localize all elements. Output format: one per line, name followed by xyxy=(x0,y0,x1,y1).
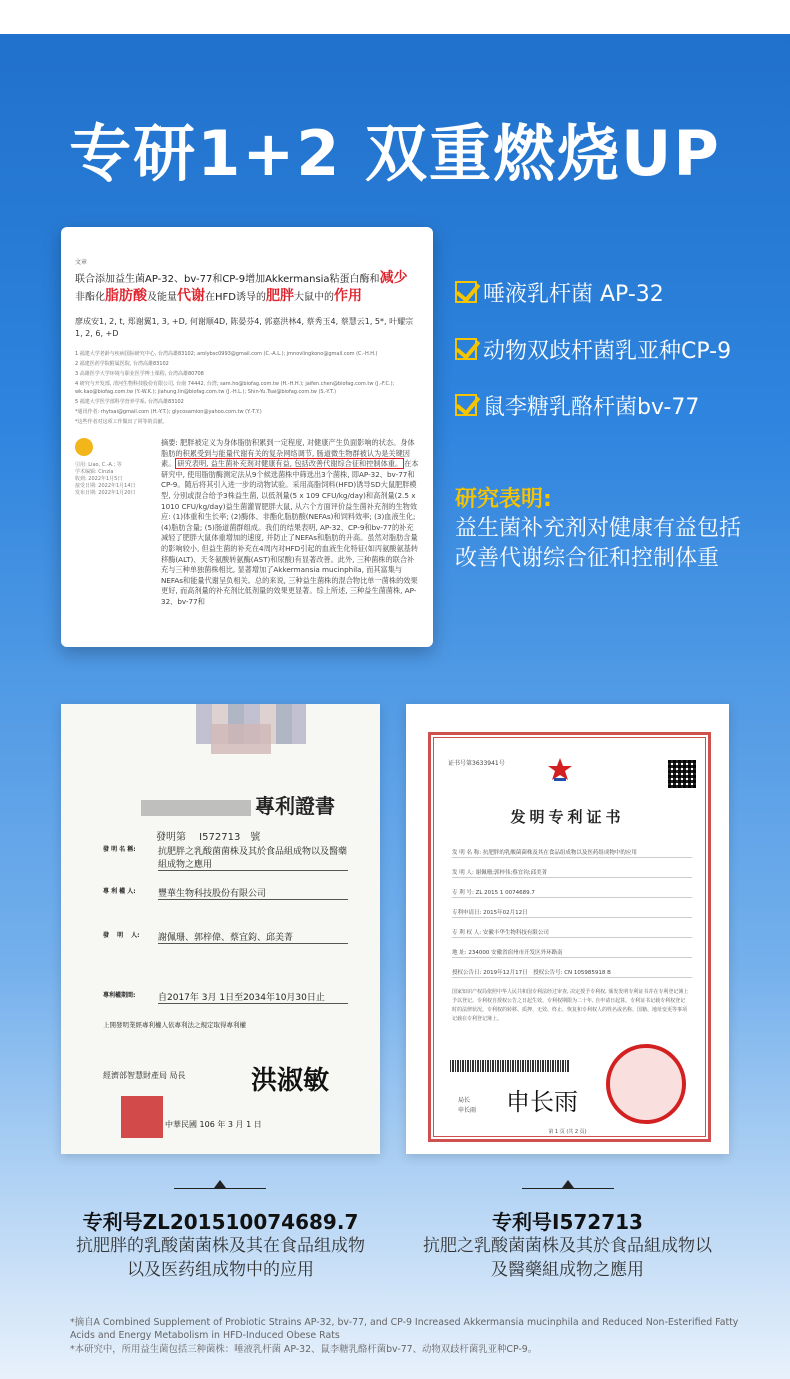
qr-code-icon xyxy=(668,760,696,788)
caption-title-right: 专利号I572713 xyxy=(492,1210,643,1234)
patent-certificate-tw xyxy=(61,704,380,1154)
abstract-highlight: 研究表明, 益生菌补充剂对健康有益, 包括改善代谢综合征和控制体重。 xyxy=(177,459,403,469)
cert-row: 专 利 权 人: 安徽丰华生物科技有限公司 xyxy=(452,928,692,938)
paper-abstract: 摘要: 肥胖被定义为身体脂肪积累到一定程度, 对健康产生负面影响的状态。身体脂肪的积累受到与能量代谢有关的复杂网络调节, 肠道微生物群被认为是关键因素。 研究表明, 益生菌补充剂对健康有益, 包括改善代谢综合征和控制体重。 在本研究中, 使用脂肪酶测定法从9个候选菌株中筛选出3个菌株, 即AP-32、bv-77和CP-9。随后将其引入进一步的动物试验。采用高脂饲料(HFD)诱导SD大鼠肥胖模型, 分别或混合给予3株益生菌, 以低剂量(5 x 109 CFU/kg/day)和高剂量(2.5 x 1010 CFU/kg/day)益生菌灌胃肥胖大鼠, 从六个方面评价益生菌补充剂的生物效应: (1)体重和生长率; (2)酶体、非酯化脂肪酸(NEFAs)和饲料效率; (3)血液生化; (4)脂肪含量; (5)肠道菌群组成。我们的结果表明, AP-32、CP-9和bv-77的补充减轻了肥胖大鼠体重增加的速度, 并防止了NEFAs和脂肪的升高。虽然对脂肪含量的影响较小, 但益生菌的补充在4周内对HFD引起的血液生化特征(如丙氨酸氨基转移酶(ALT)、天冬氨酸转氨酶(AST)和尿酸)有显著改善。此外, 三种菌株的联合补充与三种单独菌株相比, 显著增加了Akkermansia mucinphila, 而其富集与NEFAs和能量代谢呈负相关。总的来说, 三种益生菌株的混合物比单一菌株的效果更好, 而高剂量的补充剂比低剂量的效果更显著。综上所述, 三种益生菌菌株, AP-32、bv-77和 xyxy=(161,438,419,606)
cert-title: 專利證書 xyxy=(141,790,335,819)
caption-title-left: 专利号ZL201510074689.7 xyxy=(82,1210,359,1234)
cert-row: 授权公告日: 2019年12月17日 授权公告号: CN 105985918 B xyxy=(452,968,692,978)
cert-clause: 上開發明業經專利權人依專利法之規定取得專利權 xyxy=(103,1021,246,1029)
footnotes: *摘自A Combined Supplement of Probiotic Strains AP-32, bv-77, and CP-9 Increased Akkermansia mucinphila and Reduced Non-Esterified Fatty Acids and Energy Metabolism in HFD-Induced Obese Rats *本研究中，所用益生菌包括三种菌株：唾液乳杆菌 AP-32、鼠李糖乳酪杆菌bv-77、动物双歧杆菌乳亚种CP-9。 xyxy=(70,1317,739,1355)
seal-stamp xyxy=(121,1096,163,1138)
caption-sub-right: 抗肥之乳酸菌菌株及其於食品組成物以及醫藥組成物之應用 xyxy=(423,1236,712,1280)
cert-row: 专利申请日: 2015年02月12日 xyxy=(452,908,692,918)
barcode-icon xyxy=(450,1060,570,1072)
cert-row: 专 利 号: ZL 2015 1 0074689.7 xyxy=(452,888,692,898)
cert-number: 發明第 I572713 號 xyxy=(156,832,261,843)
cert-row: 地 址: 234000 安徽省宿州市开发区外环路南 xyxy=(452,948,692,958)
paper-affiliations: 1 福建大学老龄与疾病国际研究中心, 台湾高雄83102; arolybsc0993@gmail.com (C.-A.L.); jmnovlingkono@gmail.com (C.-H.H.) 2 福建医药学院附属医院, 台湾高雄83102 3 高雄医学大学环境与职业医学博士课程, 台湾高雄80708 4 研究与开发部, 清河生物科技股份有限公司, 台南 74442, 台湾; sam.ho@biofag.com.tw (H.-H.H.); jaifen.chen@biofag.com.tw (J.-F.C.); wk.kao@biofag.com.tw (Y.-W.K.); jiahung.lin@biofag.com.tw (J.-H.L.); Shin-Yu.Tsai@biofag.com.tw (S.-Y.T.) 5 福建大学医学部科学营养学系, 台湾高雄83102 *通讯作者: rhytsai@gmail.com (H.-Y.T.); glycosamion@yahoo.com.tw (Y.-T.Y.) *这些作者对这项工作做出了同等的贡献。 xyxy=(75,351,395,425)
caption-pointer xyxy=(522,1188,614,1189)
paper-label: 文章 xyxy=(75,259,88,266)
cert-row: 專 利 權 人: 豐華生物科技股份有限公司 xyxy=(103,886,348,900)
headline: 专研1+2 双重燃烧UP xyxy=(69,117,721,190)
cert-row: 發 明 人: 謝佩珊、郭梓偉、蔡宜鈞、邱美菁 xyxy=(103,930,348,944)
patent-emblem-icon xyxy=(546,756,574,784)
bullet-cp9: 动物双歧杆菌乳亚种CP-9 xyxy=(455,334,731,364)
paper-title: 联合添加益生菌AP-32、bv-77和CP-9增加Akkermansia粘蛋白酶和减少 非酯化脂肪酸及能量代谢在HFD诱导的肥胖大鼠中的作用 xyxy=(75,270,408,304)
mosaic-blur xyxy=(211,724,271,754)
paper-side-notes: 引用: Liao, C.-A.; 等 学术编辑: Cinzia 收到: 2022年1月5日 接受日期: 2022年1月14日 发布日期: 2022年1月20日 xyxy=(75,438,161,608)
open-access-icon xyxy=(75,438,93,456)
research-text: 益生菌补充剂对健康有益包括改善代谢综合征和控制体重 xyxy=(455,516,742,571)
cert-signature: 申长雨 xyxy=(506,1088,578,1116)
cert-page: 第 1 页 (共 2 页) xyxy=(548,1129,587,1135)
check-icon xyxy=(455,394,477,416)
cert-title: 发明专利证书 xyxy=(510,808,625,826)
paper-card xyxy=(61,227,433,647)
check-icon xyxy=(455,281,477,303)
cert-sign-label: 局长 申长雨 xyxy=(458,1097,477,1114)
cert-date: 中華民國 106 年 3 月 1 日 xyxy=(165,1120,262,1129)
bullet-ap32: 唾液乳杆菌 AP-32 xyxy=(455,277,664,307)
top-strip xyxy=(0,0,790,34)
cert-row: 發 明 名 稱: 抗肥胖之乳酸菌菌株及其於食品組成物以及醫藥組成物之應用 xyxy=(103,846,348,870)
cert-paragraph: 国家知识产权局依照中华人民共和国专利法经过审查, 决定授予专利权, 颁发发明专利证书并在专利登记簿上予以登记。专利权自授权公告之日起生效。专利权期限为二十年, 自申请日起算。专利证书记载专利权登记时的法律状况。专利权的转移、质押、无效、终止、恢复和专利权人的姓名或名称、国籍、地址变更等事项记载在专利登记簿上。 xyxy=(452,989,689,1022)
seal-stamp xyxy=(606,1044,686,1124)
patent-certificate-cn xyxy=(406,704,729,1154)
paper-authors: 廖成安1, 2, t, 郑谢翼1, 3, +D, 何谢顺4D, 陈晏芬4, 郭嘉洪林4, 蔡秀玉4, 蔡慧云1, 5*, 叶耀宗1, 2, 6, +D xyxy=(75,317,414,338)
check-icon xyxy=(455,338,477,360)
bullet-bv77: 鼠李糖乳酪杆菌bv-77 xyxy=(455,390,699,420)
research-title: 研究表明: xyxy=(455,487,552,512)
cert-office: 經濟部智慧財產局 局長 xyxy=(103,1071,186,1080)
cert-row: 專利權期間: 自2017年 3月 1日至2034年10月30日止 xyxy=(103,990,348,1004)
caption-pointer xyxy=(174,1188,266,1189)
cert-signature: 洪淑敏 xyxy=(251,1066,330,1096)
cert-row: 发 明 人: 谢佩珊;郭梓伟;蔡宜钧;邱美菁 xyxy=(452,868,692,878)
cert-row: 发 明 名 称: 抗肥胖的乳酸菌菌株及其在食品组成物以及医药组成物中的应用 xyxy=(452,848,692,858)
caption-sub-left: 抗肥胖的乳酸菌菌株及其在食品组成物以及医药组成物中的应用 xyxy=(76,1236,365,1280)
cert-number: 证书号第3633941号 xyxy=(448,760,505,767)
